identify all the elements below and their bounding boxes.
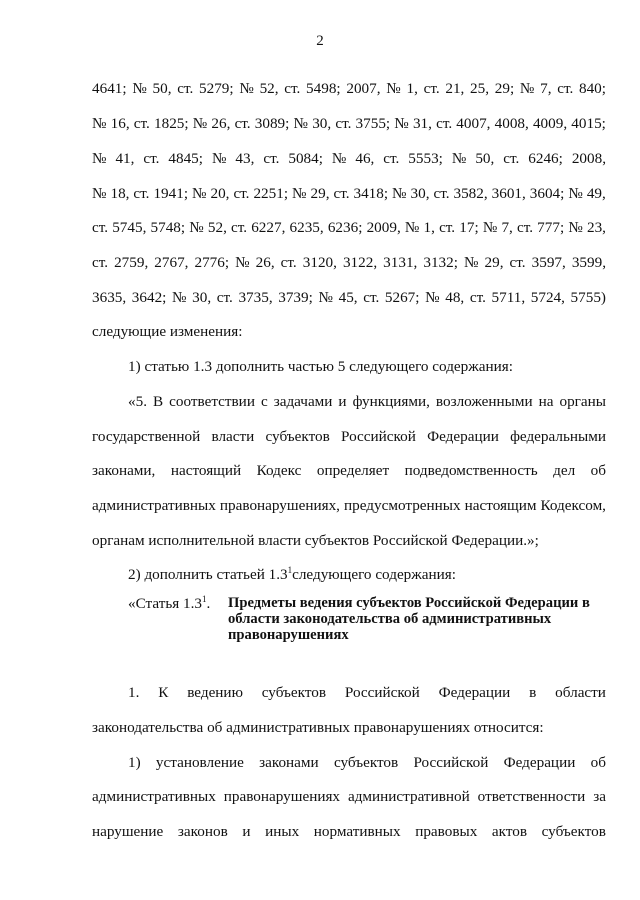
list-item-1: 1) статью 1.3 дополнить частью 5 следующего содержания: xyxy=(128,358,513,375)
article-number-suffix: . xyxy=(206,595,211,612)
quote-line: государственной власти субъектов Российской Федерации федеральными xyxy=(92,428,606,445)
superscript: 1 xyxy=(287,564,293,575)
clause-line: нарушение законов и иных нормативных правовых актов субъектов xyxy=(92,823,606,840)
body-line: 3635, 3642; № 30, ст. 3735, 3739; № 45, ст. 5267; № 48, ст. 5711, 5724, 5755) xyxy=(92,289,606,306)
page-number: 2 xyxy=(316,33,324,49)
body-line: № 41, ст. 4845; № 43, ст. 5084; № 46, ст. 5553; № 50, ст. 6246; 2008, xyxy=(92,150,606,167)
clause-line: 1) установление законами субъектов Российской Федерации об xyxy=(128,754,606,771)
body-line: № 18, ст. 1941; № 20, ст. 2251; № 29, ст. 3418; № 30, ст. 3582, 3601, 3604; № 49, xyxy=(92,185,606,202)
body-line: 4641; № 50, ст. 5279; № 52, ст. 5498; 2007, № 1, ст. 21, 25, 29; № 7, ст. 840; xyxy=(92,80,606,97)
article-number-prefix: «Статья 1.3 xyxy=(128,595,203,612)
article-number-sup: 1 xyxy=(202,593,207,604)
article-number xyxy=(128,595,210,613)
quote-line: «5. В соответствии с задачами и функциями, возложенными на органы xyxy=(128,393,606,410)
body-line: № 16, ст. 1825; № 26, ст. 3089; № 30, ст. 3755; № 31, ст. 4007, 4008, 4009, 4015; xyxy=(92,115,606,132)
list-item-2-text-end: следующего содержания: xyxy=(292,566,456,583)
list-item-2-text: 2) дополнить статьей 1.3 xyxy=(128,566,288,583)
clause-line: законодательства об административных правонарушениях относится: xyxy=(92,719,544,736)
body-line: ст. 2759, 2767, 2776; № 26, ст. 3120, 3122, 3131, 3132; № 29, ст. 3597, 3599, xyxy=(92,254,606,271)
list-item-2 xyxy=(128,566,606,584)
article-title: Предметы ведения субъектов Российской Федерации в области законодательства об административных правонарушениях xyxy=(228,595,590,643)
quote-line: административных правонарушениях, предусмотренных настоящим Кодексом, xyxy=(92,497,606,514)
clause-line: административных правонарушениях административной ответственности за xyxy=(92,788,606,805)
quote-line: законами, настоящий Кодекс определяет подведомственность дел об xyxy=(92,462,606,479)
body-line: следующие изменения: xyxy=(92,323,243,340)
quote-line: органам исполнительной власти субъектов Российской Федерации.»; xyxy=(92,532,539,549)
body-line: ст. 5745, 5748; № 52, ст. 6227, 6235, 6236; 2009, № 1, ст. 17; № 7, ст. 777; № 23, xyxy=(92,219,606,236)
clause-line: 1. К ведению субъектов Российской Федерации в области xyxy=(128,684,606,701)
